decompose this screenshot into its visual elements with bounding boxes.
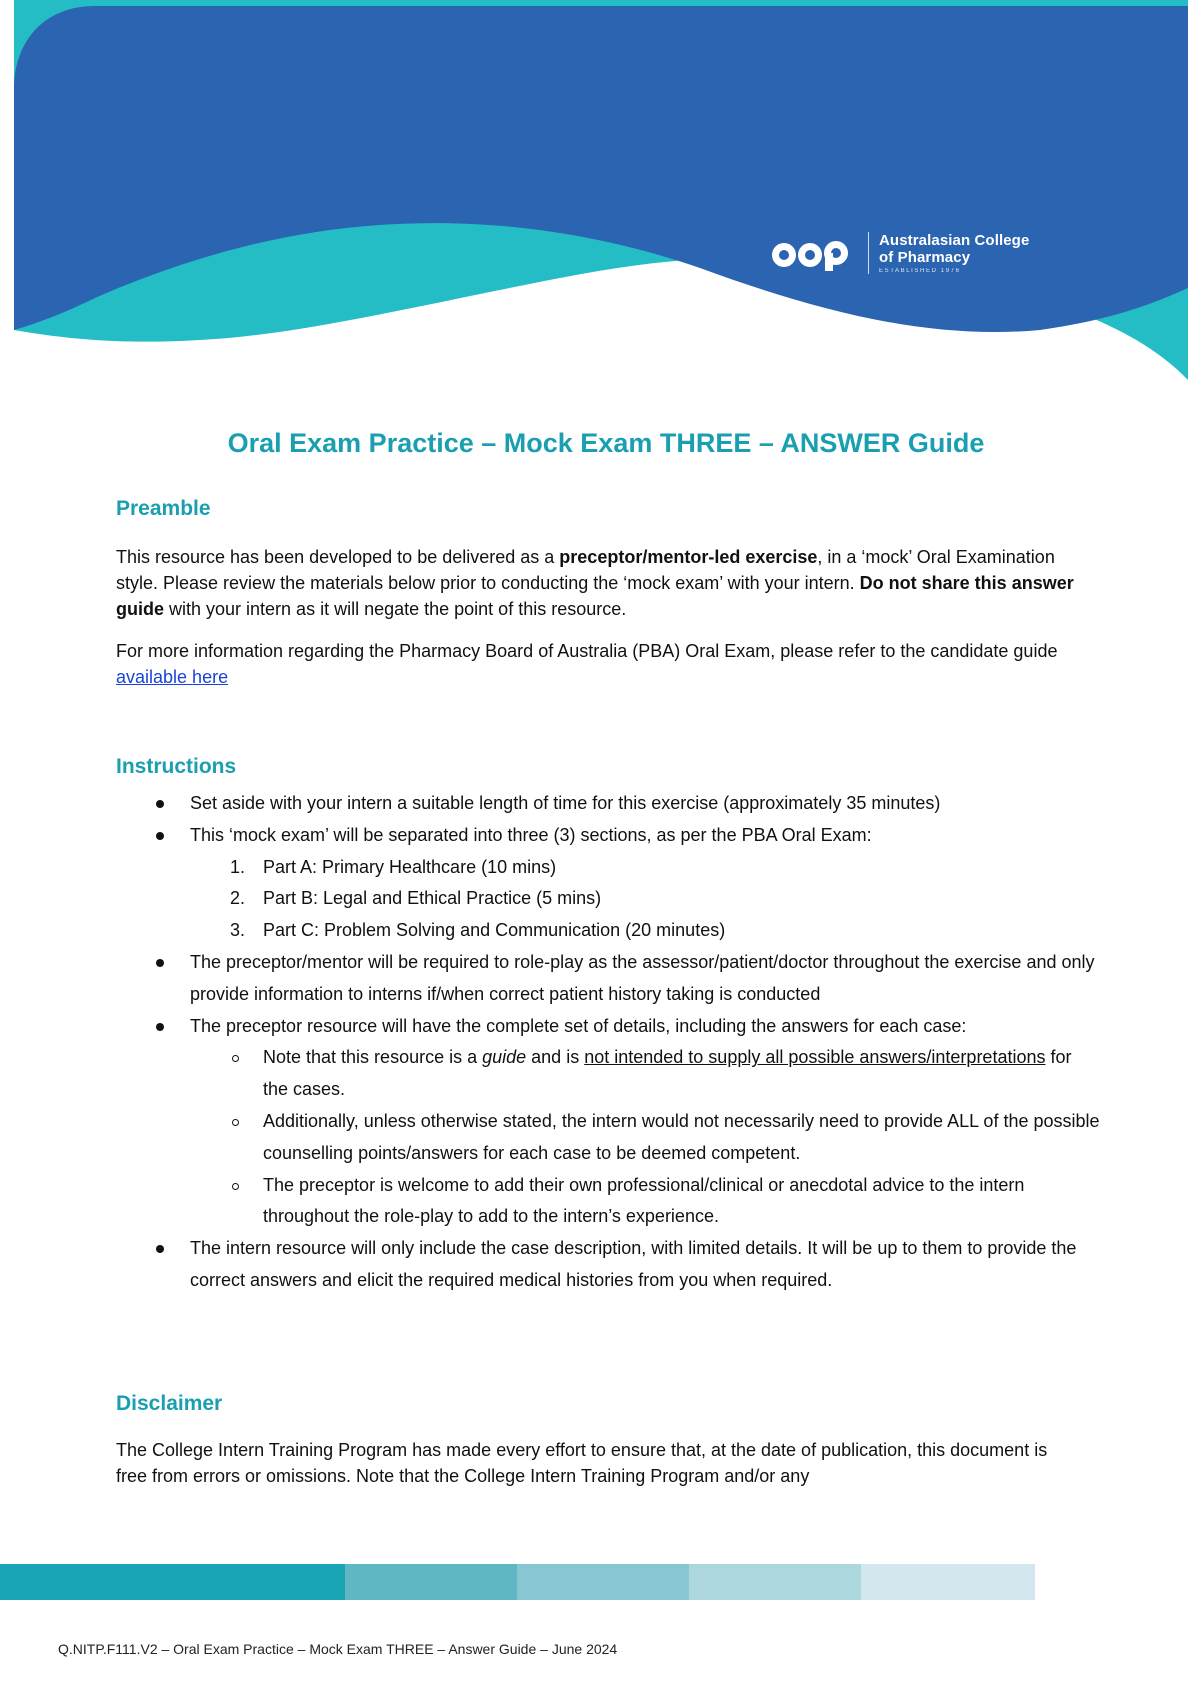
- preamble-bold-2: Do not share this answer guide: [116, 573, 1074, 619]
- footer-color-bar: [0, 1564, 1035, 1600]
- instructions-list: [116, 788, 1101, 1297]
- note-text-1: Note that this resource is a: [263, 1047, 483, 1068]
- page-title: Oral Exam Practice – Mock Exam THREE – ANSWER Guide: [227, 428, 985, 458]
- bullet-icon: [156, 1245, 164, 1253]
- exam-part-text: Part B: Legal and Ethical Practice (5 mins): [263, 888, 602, 909]
- footer-document-code: Q.NITP.F111.V2 – Oral Exam Practice – Mock Exam THREE – Answer Guide – June 2024: [58, 1641, 618, 1657]
- circle-bullet-icon: [232, 1183, 239, 1190]
- bullet-icon: [156, 832, 164, 840]
- preceptor-notes-list: [190, 1042, 1101, 1233]
- logo-line-1: Australasian College: [879, 232, 1030, 249]
- preamble-text-1: This resource has been developed to be delivered as a: [116, 547, 560, 567]
- preceptor-note-item: [190, 1170, 1101, 1234]
- preamble-text-2: , in a ‘mock’ Oral Examination style. Please review the materials below prior to conducting the ‘mock exam’ with your intern.: [116, 547, 1055, 593]
- exam-parts-list: [190, 852, 1101, 947]
- circle-bullet-icon: [232, 1119, 239, 1126]
- bullet-icon: [156, 959, 164, 967]
- circle-bullet-icon: [232, 1055, 239, 1062]
- acp-logo-icon: [770, 233, 854, 273]
- footer-bar-segment: [689, 1564, 861, 1600]
- instruction-item: [116, 788, 1101, 820]
- header-wave-banner: [0, 0, 1200, 400]
- note-text: The preceptor is welcome to add their own professional/clinical or anecdotal advice to the intern throughout the role-play to add to the intern’s experience.: [263, 1174, 1025, 1227]
- preamble-heading: Preamble: [116, 497, 211, 520]
- exam-part-text: Part C: Problem Solving and Communication (20 minutes): [263, 920, 726, 941]
- note-italic: guide: [482, 1047, 527, 1068]
- footer-bar-segment: [517, 1564, 689, 1600]
- candidate-guide-link[interactable]: available here: [116, 667, 229, 687]
- preceptor-note-item: [190, 1106, 1101, 1170]
- instruction-text: Set aside with your intern a suitable length of time for this exercise (approximately 35 minutes): [190, 793, 941, 813]
- disclaimer-paragraph: The College Intern Training Program has made every effort to ensure that, at the date of publication, this document is free from errors or omissions. Note that the College Intern Training Program and/or any: [116, 1440, 1048, 1486]
- instruction-item: [116, 1233, 1101, 1297]
- logo-established: ESTABLISHED 1976: [879, 268, 961, 274]
- note-text-3: for the cases.: [263, 1047, 1072, 1100]
- exam-part-item: [190, 852, 1101, 884]
- instruction-text: The preceptor/mentor will be required to role-play as the assessor/patient/doctor throughout the exercise and only provide information to interns if/when correct patient history taking is conducted: [190, 951, 1095, 1004]
- instruction-text: This ‘mock exam’ will be separated into three (3) sections, as per the PBA Oral Exam:: [190, 824, 872, 845]
- list-number: 2.: [230, 888, 246, 909]
- note-text: Additionally, unless otherwise stated, the intern would not necessarily need to provide ALL of the possible counselling points/answers for each case to be deemed competent.: [263, 1110, 1100, 1163]
- footer-bar-segment: [0, 1564, 345, 1600]
- preamble-paragraph-1: [116, 544, 1076, 622]
- acp-logo: [770, 232, 1029, 274]
- exam-part-item: [190, 883, 1101, 915]
- instruction-item: [116, 820, 1101, 947]
- note-text-2: and is: [526, 1047, 585, 1068]
- footer-bar-segment: [345, 1564, 517, 1600]
- instruction-text: The intern resource will only include the case description, with limited details. It will be up to them to provide the correct answers and elicit the required medical histories from you when required.: [190, 1238, 1077, 1290]
- preceptor-note-item: [190, 1042, 1101, 1106]
- list-number: 1.: [230, 856, 246, 877]
- bullet-icon: [156, 800, 164, 808]
- instruction-item: [116, 947, 1101, 1011]
- preamble-bold-1: preceptor/mentor-led exercise: [559, 547, 818, 567]
- exam-part-item: [190, 915, 1101, 947]
- list-number: 3.: [230, 920, 246, 941]
- footer-bar-segment: [861, 1564, 1035, 1600]
- instruction-item: [116, 1011, 1101, 1234]
- preamble-paragraph-2: [116, 638, 1076, 690]
- note-underlined: not intended to supply all possible answers/interpretations: [584, 1047, 1046, 1068]
- exam-part-text: Part A: Primary Healthcare (10 mins): [263, 856, 557, 877]
- preamble-text-3: with your intern as it will negate the point of this resource.: [164, 599, 627, 619]
- disclaimer-heading: Disclaimer: [116, 1392, 223, 1415]
- preamble-p2-text: For more information regarding the Pharmacy Board of Australia (PBA) Oral Exam, please refer to the candidate guide: [116, 641, 1058, 661]
- instruction-text: The preceptor resource will have the complete set of details, including the answers for each case:: [190, 1015, 967, 1036]
- bullet-icon: [156, 1023, 164, 1031]
- logo-line-2: of Pharmacy: [879, 249, 971, 266]
- instructions-heading: Instructions: [116, 755, 237, 778]
